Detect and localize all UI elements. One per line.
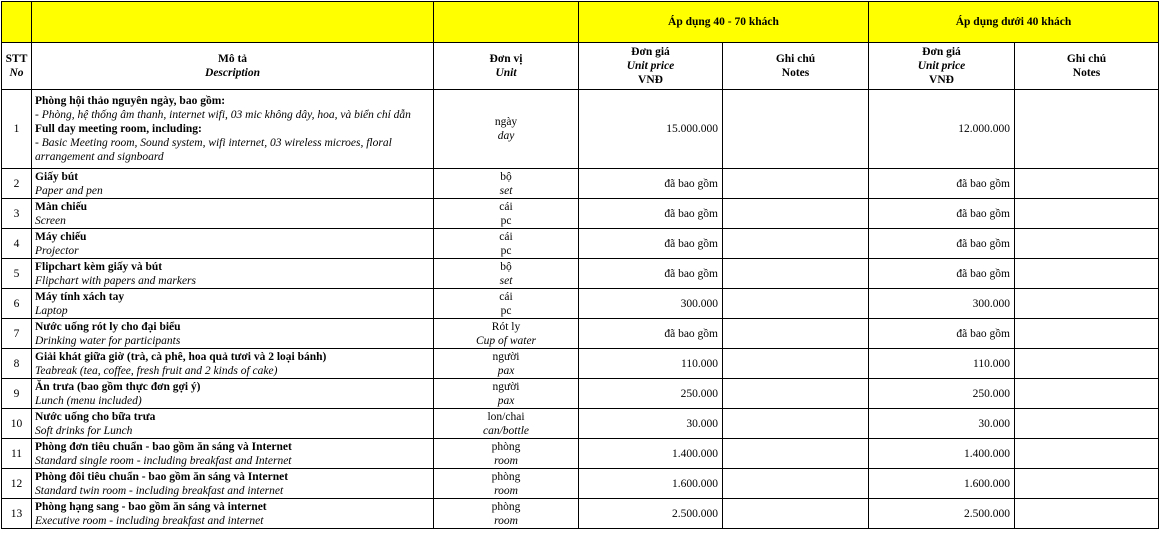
table-row xyxy=(2,199,1159,229)
price-label-en: Unit price xyxy=(626,60,675,72)
row-number: 5 xyxy=(2,259,32,289)
notes-40-70 xyxy=(723,469,869,499)
row-unit xyxy=(434,319,579,349)
notes-under-40 xyxy=(1015,349,1159,379)
price-40-70: 300.000 xyxy=(579,289,723,319)
table-row xyxy=(2,259,1159,289)
notes-under-40 xyxy=(1015,259,1159,289)
description-vi: Flipchart kèm giấy và bút xyxy=(35,260,163,273)
description-vi: Phòng hội thảo nguyên ngày, bao gồm: xyxy=(35,95,226,107)
table-row xyxy=(2,409,1159,439)
row-unit xyxy=(434,439,579,469)
row-description xyxy=(32,439,434,469)
table-row xyxy=(2,289,1159,319)
notes-40-70 xyxy=(723,349,869,379)
price-40-70: 1.400.000 xyxy=(579,439,723,469)
row-number: 12 xyxy=(2,469,32,499)
description-en: Flipchart with papers and markers xyxy=(35,274,196,287)
group-header-under-40: Áp dụng dưới 40 khách xyxy=(869,2,1159,43)
unit-vi: cái xyxy=(499,290,513,303)
desc-label-vi: Mô tả xyxy=(217,53,248,65)
header-blank-desc xyxy=(32,2,434,43)
row-unit xyxy=(434,499,579,529)
row-unit xyxy=(434,379,579,409)
group-header-40-70: Áp dụng 40 - 70 khách xyxy=(579,2,869,43)
description-en: Standard single room - including breakfast and Internet xyxy=(35,454,292,467)
notes-40-70 xyxy=(723,319,869,349)
price-40-70: đã bao gồm xyxy=(579,229,723,259)
description-vi-detail: - Phòng, hệ thống âm thanh, internet wifi, 03 mic không dây, hoa, và biển chỉ dẫn xyxy=(35,109,411,121)
unit-en: set xyxy=(499,184,513,197)
row-description xyxy=(32,469,434,499)
unit-label-vi: Đơn vị xyxy=(489,53,523,65)
notes-under-40 xyxy=(1015,409,1159,439)
unit-vi: bộ xyxy=(500,170,512,183)
row-unit xyxy=(434,199,579,229)
row-unit xyxy=(434,289,579,319)
row-unit xyxy=(434,409,579,439)
price-label-vi: Đơn giá xyxy=(631,46,670,58)
col-header-price-2 xyxy=(869,43,1015,90)
description-vi: Giấy bút xyxy=(35,170,79,183)
unit-label-en: Unit xyxy=(495,67,517,79)
row-description xyxy=(32,229,434,259)
notes-under-40 xyxy=(1015,319,1159,349)
col-header-stt xyxy=(2,43,32,90)
price-label-vi: Đơn giá xyxy=(922,46,961,58)
row-description xyxy=(32,379,434,409)
header-blank-stt xyxy=(2,2,32,43)
notes-label-en: Notes xyxy=(1072,67,1101,79)
notes-under-40 xyxy=(1015,379,1159,409)
unit-vi: cái xyxy=(499,200,513,213)
unit-vi: cái xyxy=(499,230,513,243)
col-header-notes-2 xyxy=(1015,43,1159,90)
col-header-unit xyxy=(434,43,579,90)
row-description xyxy=(32,259,434,289)
description-en: Screen xyxy=(35,214,66,227)
stt-label-vi: STT xyxy=(5,53,28,65)
price-40-70: 110.000 xyxy=(579,349,723,379)
price-under-40: 1.600.000 xyxy=(869,469,1015,499)
unit-en: Cup of water xyxy=(475,334,537,347)
description-en: Lunch (menu included) xyxy=(35,394,142,407)
table-row xyxy=(2,90,1159,169)
row-number: 8 xyxy=(2,349,32,379)
description-vi: Máy tính xách tay xyxy=(35,290,125,303)
row-unit xyxy=(434,259,579,289)
col-header-description xyxy=(32,43,434,90)
description-vi: Ăn trưa (bao gồm thực đơn gợi ý) xyxy=(35,380,201,393)
row-unit xyxy=(434,469,579,499)
row-number: 7 xyxy=(2,319,32,349)
price-under-40: 300.000 xyxy=(869,289,1015,319)
description-en: Projector xyxy=(35,244,79,257)
price-under-40: 1.400.000 xyxy=(869,439,1015,469)
price-under-40: 110.000 xyxy=(869,349,1015,379)
price-40-70: đã bao gồm xyxy=(579,169,723,199)
unit-vi: ngày xyxy=(494,116,518,128)
description-vi: Máy chiếu xyxy=(35,230,87,243)
unit-vi: người xyxy=(492,350,520,363)
price-40-70: 250.000 xyxy=(579,379,723,409)
description-en: Laptop xyxy=(35,304,68,317)
price-under-40: 2.500.000 xyxy=(869,499,1015,529)
table-row xyxy=(2,229,1159,259)
unit-vi: phòng xyxy=(491,440,521,453)
row-number: 1 xyxy=(2,90,32,169)
table-row xyxy=(2,319,1159,349)
table-row xyxy=(2,349,1159,379)
col-header-price-1 xyxy=(579,43,723,90)
description-en: Drinking water for participants xyxy=(35,334,181,347)
notes-label-vi: Ghi chú xyxy=(775,53,816,65)
row-number: 10 xyxy=(2,409,32,439)
table-row xyxy=(2,169,1159,199)
description-vi: Giải khát giữa giờ (trà, cà phê, hoa quả tươi và 2 loại bánh) xyxy=(35,350,327,363)
unit-vi: phòng xyxy=(491,470,521,483)
notes-under-40 xyxy=(1015,499,1159,529)
notes-40-70 xyxy=(723,169,869,199)
description-en: Soft drinks for Lunch xyxy=(35,424,133,437)
description-vi: Nước uống rót ly cho đại biểu xyxy=(35,320,181,333)
unit-en: room xyxy=(494,454,518,467)
unit-en: pc xyxy=(500,244,512,257)
description-en-detail: - Basic Meeting room, Sound system, wifi internet, 03 wireless microes, floral arrangement and signboard xyxy=(35,137,392,163)
description-vi: Phòng đơn tiêu chuẩn - bao gồm ăn sáng và Internet xyxy=(35,440,292,453)
price-currency: VNĐ xyxy=(929,74,954,86)
notes-under-40 xyxy=(1015,289,1159,319)
price-under-40: đã bao gồm xyxy=(869,169,1015,199)
price-under-40: đã bao gồm xyxy=(869,319,1015,349)
header-blank-unit xyxy=(434,2,579,43)
unit-vi: người xyxy=(492,380,520,393)
row-description xyxy=(32,499,434,529)
description-vi: Màn chiếu xyxy=(35,200,88,213)
description-vi: Nước uống cho bữa trưa xyxy=(35,410,156,423)
price-label-en: Unit price xyxy=(917,60,966,72)
row-description xyxy=(32,349,434,379)
row-number: 11 xyxy=(2,439,32,469)
notes-40-70 xyxy=(723,199,869,229)
price-under-40: đã bao gồm xyxy=(869,199,1015,229)
row-unit xyxy=(434,169,579,199)
price-currency: VNĐ xyxy=(638,74,663,86)
price-under-40: 250.000 xyxy=(869,379,1015,409)
row-description xyxy=(32,90,434,169)
description-en: Executive room - including breakfast and internet xyxy=(35,514,264,527)
table-row xyxy=(2,499,1159,529)
notes-40-70 xyxy=(723,439,869,469)
unit-en: pc xyxy=(500,214,512,227)
row-unit xyxy=(434,349,579,379)
desc-label-en: Description xyxy=(205,67,260,79)
notes-40-70 xyxy=(723,289,869,319)
notes-under-40 xyxy=(1015,469,1159,499)
row-unit xyxy=(434,229,579,259)
row-description xyxy=(32,289,434,319)
description-vi: Phòng hạng sang - bao gồm ăn sáng và internet xyxy=(35,500,267,513)
row-number: 3 xyxy=(2,199,32,229)
price-under-40: 12.000.000 xyxy=(869,90,1015,169)
unit-vi: phòng xyxy=(491,500,521,513)
unit-en: can/bottle xyxy=(483,424,529,437)
description-en: Teabreak (tea, coffee, fresh fruit and 2 kinds of cake) xyxy=(35,364,278,377)
price-40-70: đã bao gồm xyxy=(579,199,723,229)
notes-under-40 xyxy=(1015,90,1159,169)
row-number: 9 xyxy=(2,379,32,409)
unit-en: day xyxy=(497,130,515,142)
row-number: 2 xyxy=(2,169,32,199)
row-description xyxy=(32,169,434,199)
description-en: Standard twin room - including breakfast and internet xyxy=(35,484,284,497)
description-vi: Phòng đôi tiêu chuẩn - bao gồm ăn sáng và Internet xyxy=(35,470,289,483)
price-40-70: đã bao gồm xyxy=(579,259,723,289)
price-under-40: đã bao gồm xyxy=(869,259,1015,289)
row-description xyxy=(32,409,434,439)
unit-vi: lon/chai xyxy=(487,410,525,423)
notes-40-70 xyxy=(723,409,869,439)
price-under-40: 30.000 xyxy=(869,409,1015,439)
notes-under-40 xyxy=(1015,229,1159,259)
notes-label-en: Notes xyxy=(781,67,810,79)
row-description xyxy=(32,199,434,229)
price-40-70: 2.500.000 xyxy=(579,499,723,529)
price-40-70: 15.000.000 xyxy=(579,90,723,169)
unit-en: room xyxy=(494,514,518,527)
description-en: Paper and pen xyxy=(35,184,103,197)
notes-label-vi: Ghi chú xyxy=(1066,53,1107,65)
notes-40-70 xyxy=(723,259,869,289)
unit-vi: Rót ly xyxy=(491,320,521,333)
row-unit xyxy=(434,90,579,169)
unit-vi: bộ xyxy=(500,260,512,273)
row-number: 6 xyxy=(2,289,32,319)
stt-label-en: No xyxy=(9,67,24,79)
row-description xyxy=(32,319,434,349)
row-number: 13 xyxy=(2,499,32,529)
notes-40-70 xyxy=(723,379,869,409)
table-row xyxy=(2,439,1159,469)
unit-en: room xyxy=(494,484,518,497)
unit-en: pax xyxy=(497,394,515,407)
unit-en: set xyxy=(499,274,513,287)
col-header-notes-1 xyxy=(723,43,869,90)
price-40-70: đã bao gồm xyxy=(579,319,723,349)
notes-under-40 xyxy=(1015,199,1159,229)
table-row xyxy=(2,469,1159,499)
row-number: 4 xyxy=(2,229,32,259)
notes-under-40 xyxy=(1015,169,1159,199)
price-40-70: 1.600.000 xyxy=(579,469,723,499)
price-40-70: 30.000 xyxy=(579,409,723,439)
price-table xyxy=(1,1,1159,529)
notes-40-70 xyxy=(723,90,869,169)
table-row xyxy=(2,379,1159,409)
unit-en: pc xyxy=(500,304,512,317)
unit-en: pax xyxy=(497,364,515,377)
description-en: Full day meeting room, including: xyxy=(35,123,202,135)
notes-40-70 xyxy=(723,229,869,259)
notes-40-70 xyxy=(723,499,869,529)
price-under-40: đã bao gồm xyxy=(869,229,1015,259)
notes-under-40 xyxy=(1015,439,1159,469)
